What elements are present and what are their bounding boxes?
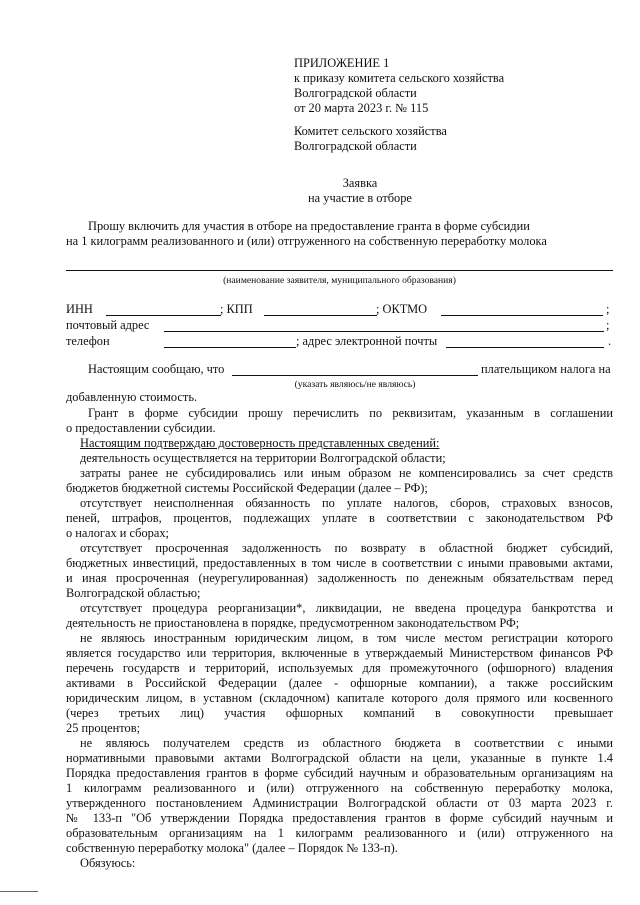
confirmation-item-cont: активами в Российской Федерации (далее - офшорные компании), а также российским: [66, 676, 613, 690]
confirmation-item-cont: № 133-п "Об утверждении Порядка предоставления грантов в форме субсидий научным и: [66, 811, 613, 825]
postal-address-field[interactable]: [164, 331, 604, 332]
vat-caption: (указать являюсь/не являюсь): [294, 379, 416, 390]
confirmation-item-cont: Волгоградской областью;: [66, 586, 201, 600]
confirmation-item-cont: утвержденного постановлением Администрации Волгоградской области от 03 марта 2023 г.: [66, 796, 613, 810]
grant-transfer-line1: Грант в форме субсидии прошу перечислить по реквизитам, указанным в соглашении: [88, 406, 613, 420]
footnote-separator: [0, 891, 38, 892]
confirmation-item-cont: перечень государств и территорий, используемых для промежуточного (офшорного) владения: [66, 661, 613, 675]
applicant-name-field[interactable]: [66, 270, 613, 271]
email-period: .: [608, 334, 612, 348]
confirmation-item-cont: собственную переработку молока" (далее – Порядок № 133-п).: [66, 841, 398, 855]
confirmation-item-cont: пеней, штрафов, процентов, подлежащих уплате в соответствии с законодательством РФ: [66, 511, 613, 525]
addressee-line1: Комитет сельского хозяйства: [294, 124, 447, 138]
grant-transfer-line2: о предоставлении субсидии.: [66, 421, 216, 435]
oktmo-semicolon: ;: [606, 302, 610, 316]
order-reference: к приказу комитета сельского хозяйства: [294, 71, 505, 85]
confirmation-item-cont: образовательным организациям на 1 килограмм реализованного и (или) отгруженного на: [66, 826, 613, 840]
confirmation-item: деятельность осуществляется на территории Волгоградской области;: [80, 451, 446, 465]
vat-status-field[interactable]: [232, 375, 478, 376]
confirmation-item-cont: является государство или территория, включенные в утверждаемый Министерством финансов РФ: [66, 646, 613, 660]
appendix-title: ПРИЛОЖЕНИЕ 1: [294, 56, 390, 70]
document-subtitle: на участие в отборе: [308, 191, 412, 205]
vat-prefix: Настоящим сообщаю, что: [88, 362, 225, 376]
confirmation-item-cont: деятельность не приостановлена в порядке, предусмотренном законодательством РФ;: [66, 616, 520, 630]
phone-label: телефон: [66, 334, 110, 348]
confirmation-item-cont: о налогах и сборах;: [66, 526, 169, 540]
email-field[interactable]: [446, 347, 604, 348]
kpp-label: ; КПП: [220, 302, 253, 316]
confirmation-item-cont: 25 процентов;: [66, 721, 141, 735]
inn-label: ИНН: [66, 302, 93, 316]
confirmation-item-cont: и иная просроченная (неурегулированная) задолженность по денежным обязательствам перед: [66, 571, 613, 585]
email-label: ; адрес электронной почты: [296, 334, 438, 348]
document-title: Заявка: [342, 176, 378, 190]
oktmo-field[interactable]: [441, 315, 603, 316]
postal-address-label: почтовый адрес: [66, 318, 150, 332]
confirmation-item-cont: 1 килограмм реализованного и (или) отгруженного на собственную переработку молока,: [66, 781, 613, 795]
confirmation-item-cont: бюджетных инвестиций, предоставленных в том числе в соответствии с иными правовыми актами,: [66, 556, 613, 570]
kpp-field[interactable]: [264, 315, 377, 316]
confirmation-item: не являюсь получателем средств из областного бюджета в соответствии с иными: [80, 736, 613, 750]
confirmation-item-cont: Порядка предоставления грантов в форме субсидий научным и образовательным организациям на: [66, 766, 613, 780]
vat-continuation: добавленную стоимость.: [66, 390, 198, 404]
confirmation-item-cont: нормативными правовыми актами Волгоградской области на цели, указанные в пункте 1.4: [66, 751, 613, 765]
confirmation-item: отсутствует неисполненная обязанность по уплате налогов, сборов, страховых взносов,: [80, 496, 613, 510]
phone-field[interactable]: [164, 347, 296, 348]
obligations-heading: Обязуюсь:: [80, 856, 136, 870]
postal-semicolon: ;: [606, 318, 610, 332]
confirmation-item: не являюсь иностранным юридическим лицом, в том числе местом регистрации которого: [80, 631, 613, 645]
vat-suffix: плательщиком налога на: [481, 362, 611, 376]
confirmation-item-cont: юридическим лицом, в уставном (складочном) капитале которого доля прямого или косвенного: [66, 691, 613, 705]
confirmation-item: отсутствует просроченная задолженность по возврату в областной бюджет субсидий,: [80, 541, 613, 555]
order-date: от 20 марта 2023 г. № 115: [294, 101, 429, 115]
order-region: Волгоградской области: [294, 86, 417, 100]
applicant-caption: (наименование заявителя, муниципального образования): [223, 275, 456, 286]
oktmo-label: ; ОКТМО: [376, 302, 428, 316]
confirmation-item-cont: (через третьих лиц) участия офшорных компаний в совокупности превышает: [66, 706, 613, 720]
request-line2: на 1 килограмм реализованного и (или) отгруженного на собственную переработку молока: [66, 234, 547, 248]
confirmation-heading: Настоящим подтверждаю достоверность представленных сведений:: [80, 436, 440, 450]
confirmation-item: затраты ранее не субсидировались или иным образом не компенсировались за счет средств: [80, 466, 613, 480]
confirmation-item-cont: бюджетов бюджетной системы Российской Федерации (далее – РФ);: [66, 481, 428, 495]
addressee-line2: Волгоградской области: [294, 139, 417, 153]
inn-field[interactable]: [106, 315, 221, 316]
request-line1: Прошу включить для участия в отборе на предоставление гранта в форме субсидии: [88, 219, 530, 233]
confirmation-item: отсутствует процедура реорганизации*, ликвидации, не введена процедура банкротства и: [80, 601, 613, 615]
